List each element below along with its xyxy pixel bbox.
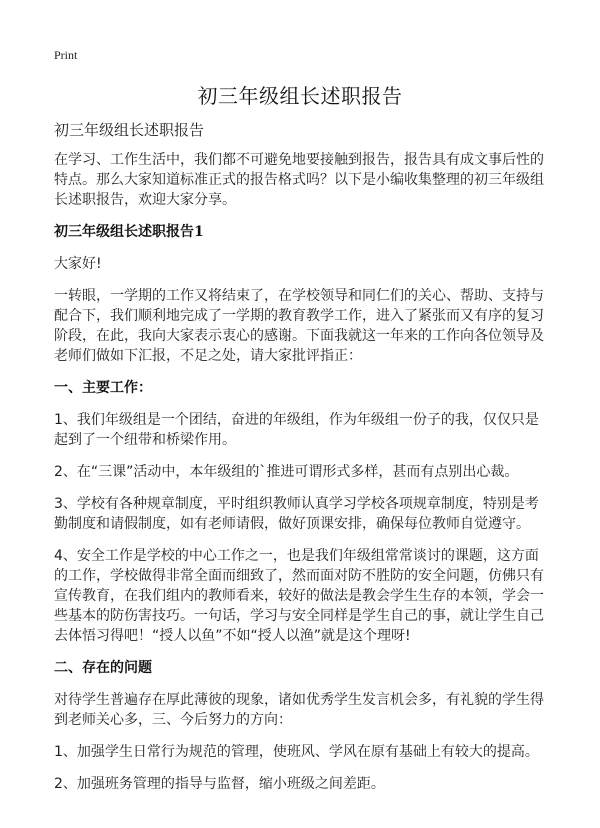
- greeting: 大家好!: [54, 256, 102, 272]
- intro-paragraph: 在学习、工作生活中，我们都不可避免地要接触到报告，报告具有成文事后性的特点。那么大家知道标准正式的报告格式吗？以下是小编收集整理的初三年级组长述职报告，欢迎大家分享。: [54, 152, 544, 208]
- problems-paragraph: 对待学生普遍存在厚此薄彼的现象，诸如优秀学生发言机会多，有礼貌的学生得到老师关心多，三、今后努力的方向：: [54, 692, 544, 728]
- heading-main-work: 一、主要工作：: [54, 380, 152, 396]
- future-item-1: 1、加强学生日常行为规范的管理，使班风、学风在原有基础上有较大的提高。: [54, 744, 539, 760]
- document-subtitle: 初三年级组长述职报告: [54, 121, 205, 139]
- document-body: [54, 120, 550, 806]
- main-work-item-2: 2、在“三课”活动中，本年级组的`推进可谓形式多样，甚而有点别出心裁。: [54, 464, 519, 480]
- future-item-2: 2、加强班务管理的指导与监督，缩小班级之间差距。: [54, 776, 385, 792]
- main-work-item-4: 4、安全工作是学校的中心工作之一，也是我们年级组常常谈讨的课题，这方面的工作，学校做得非常全面而细致了，然而面对防不胜防的安全问题，仿佛只有宣传教育，在我们组内的教师看来，较好的做法是教会学生生存的本领，学会一些基本的防伤害技巧。一句话，学习与安全同样是学生自己的事，就让学生自己去体悟习得吧！“授人以鱼”不如“授人以渔”就是这个理呀!: [54, 548, 544, 644]
- opening-paragraph: 一转眼，一学期的工作又将结束了，在学校领导和同仁们的关心、帮助、支持与配合下，我们顺利地完成了一学期的教育教学工作，进入了紧张而又有序的复习阶段，在此，我向大家表示衷心的感谢。下面我就这一年来的工作向各位领导及老师们做如下汇报，不足之处，请大家批评指正：: [54, 288, 544, 364]
- document-title: 初三年级组长述职报告: [197, 84, 403, 108]
- print-label: Print: [54, 48, 78, 62]
- main-work-item-1: 1、我们年级组是一个团结，奋进的年级组，作为年级组一份子的我，仅仅只是起到了一个纽带和桥梁作用。: [54, 412, 539, 448]
- section-title: 初三年级组长述职报告1: [54, 224, 204, 240]
- heading-problems: 二、存在的问题: [54, 660, 152, 676]
- main-work-item-3: 3、学校有各种规章制度，平时组织教师认真学习学校各项规章制度，特别是考勤制度和请假制度，如有老师请假，做好顶课安排，确保每位教师自觉遵守。: [54, 496, 539, 532]
